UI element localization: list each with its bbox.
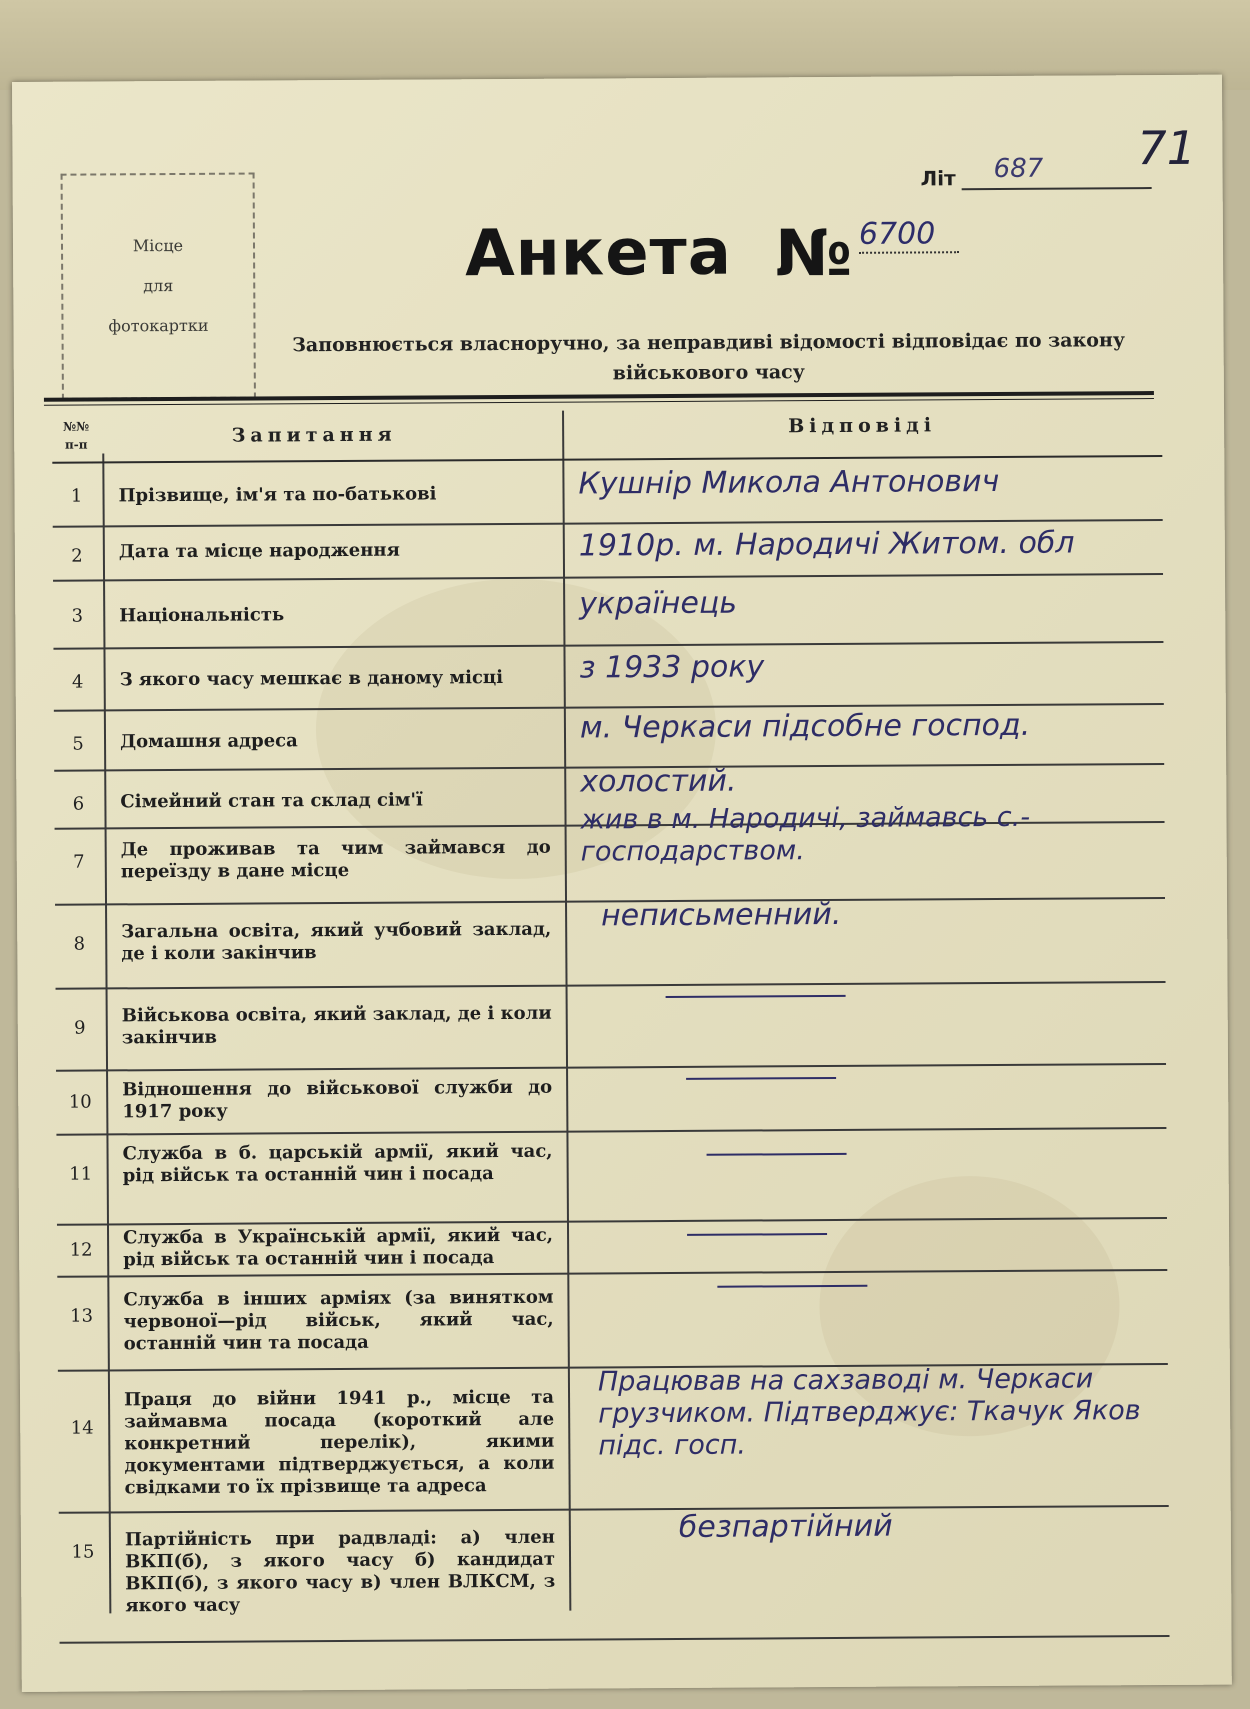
table-header [52,407,1162,464]
row-answer: українець [579,585,738,622]
row-number: 15 [71,1541,95,1563]
lit-field [920,153,1151,190]
row-answer: м. Черкаси підсобне господ. [579,707,1031,746]
row-number: 4 [71,671,84,693]
empty-answer-dash [717,1285,867,1288]
row-number: 5 [72,733,84,755]
row-number: 8 [73,933,86,955]
row-answer: 1910р. м. Народичі Житом. обл [578,525,1075,564]
row-question: Праця до війни 1941 р., місце та займавма посада (короткий але конкретний перелік), якими документами підтверджується, а коли свідками то їх прізвище та адреса [123,1386,555,1499]
row-number: 11 [69,1163,93,1185]
row-question: Сімейний стан та склад сім'ї [120,789,423,813]
table-row [57,1219,1167,1278]
row-answer: неписьменний. [600,896,842,934]
row-number: 13 [70,1305,94,1327]
row-answer: безпартійний [678,1508,893,1545]
questionnaire-table [52,407,1169,1644]
row-answer: жив в м. Народичі, займавсь с.-господарством. [580,801,1031,868]
empty-answer-dash [686,1077,836,1080]
form-number-sign: № [774,216,853,292]
row-question: Служба в Українській армії, який час, рід військ та останній чин і посада [122,1224,554,1271]
row-question: Відношення до військової служби до 1917 року [122,1076,553,1123]
lit-extra-number: 71 [1137,120,1197,176]
header-answer: Відповіді [788,414,937,438]
row-number: 7 [72,851,85,873]
table-row [52,457,1162,528]
subtitle-line1: Заповнюється власноручно, за неправдиві відомості відповідає по закону [292,329,1126,357]
table-row [57,1271,1168,1372]
empty-answer-dash [687,1233,827,1236]
photo-placeholder [61,173,256,400]
header-question: Запитання [231,423,397,447]
lit-line [962,153,1152,190]
lit-value: 687 [993,153,1044,185]
row-number: 14 [70,1417,94,1439]
row-question: Загальна освіта, який учбовий заклад, де і коли закінчив [121,918,552,965]
row-number: 10 [68,1091,92,1113]
form-subtitle [284,325,1134,390]
photo-label-line1: Місце [132,235,184,256]
row-question: Домашня адреса [119,730,298,753]
row-question: З якого часу мешкає в даному місці [119,667,504,691]
table-row [55,896,1165,990]
table-row [53,643,1163,712]
table-row [56,1129,1167,1226]
row-question: Прізвище, ім'я та по-батькові [118,483,437,507]
row-question: Де проживав та чим займався до переїзду в дане місце [120,836,551,883]
row-number: 9 [73,1017,86,1039]
table-row [58,1365,1169,1514]
empty-answer-dash [666,995,846,998]
table-row [56,983,1166,1072]
form-title: Анкета [464,215,733,292]
questionnaire-page [12,75,1232,1692]
row-number: 1 [70,485,83,507]
row-answer: холостий. [580,763,737,800]
row-question: Дата та місце народження [118,539,400,563]
subtitle-line2: військового часу [612,361,805,385]
row-question: Служба в б. царській армії, який час, рід військ та останній чин і посада [122,1140,553,1187]
row-answer: з 1933 року [579,649,765,686]
header-number: №№ п-п [63,419,90,452]
lit-label: Літ [920,166,956,191]
row-answer: Працював на сахзаводі м. Черкаси грузчиком. Підтверджує: Ткачук Яков підс. госп. [597,1363,1141,1462]
row-number: 2 [71,545,83,567]
row-question: Партійність при радвладі: а) член ВКП(б), з якого часу б) кандидат ВКП(б), з якого часу в) член ВЛКСМ, з якого часу [124,1526,556,1617]
row-number: 6 [72,793,85,815]
photo-label-line3: фотокартки [108,315,209,336]
photo-label-line2: для [143,276,174,296]
table-row [56,1065,1166,1136]
table-row [53,575,1163,650]
row-question: Національність [119,604,285,627]
row-question: Військова освіта, який заклад, де і коли закінчив [121,1002,552,1049]
row-number: 12 [69,1239,93,1261]
form-number: 6700 [859,216,959,254]
empty-answer-dash [707,1153,847,1156]
row-question: Служба в інших арміях (за винятком червоної—рід військ, який час, останній чин та посада [123,1286,554,1355]
table-row [53,521,1163,582]
table-row [59,1507,1170,1644]
row-number: 3 [71,605,84,627]
row-answer: Кушнір Микола Антонович [578,463,1000,502]
